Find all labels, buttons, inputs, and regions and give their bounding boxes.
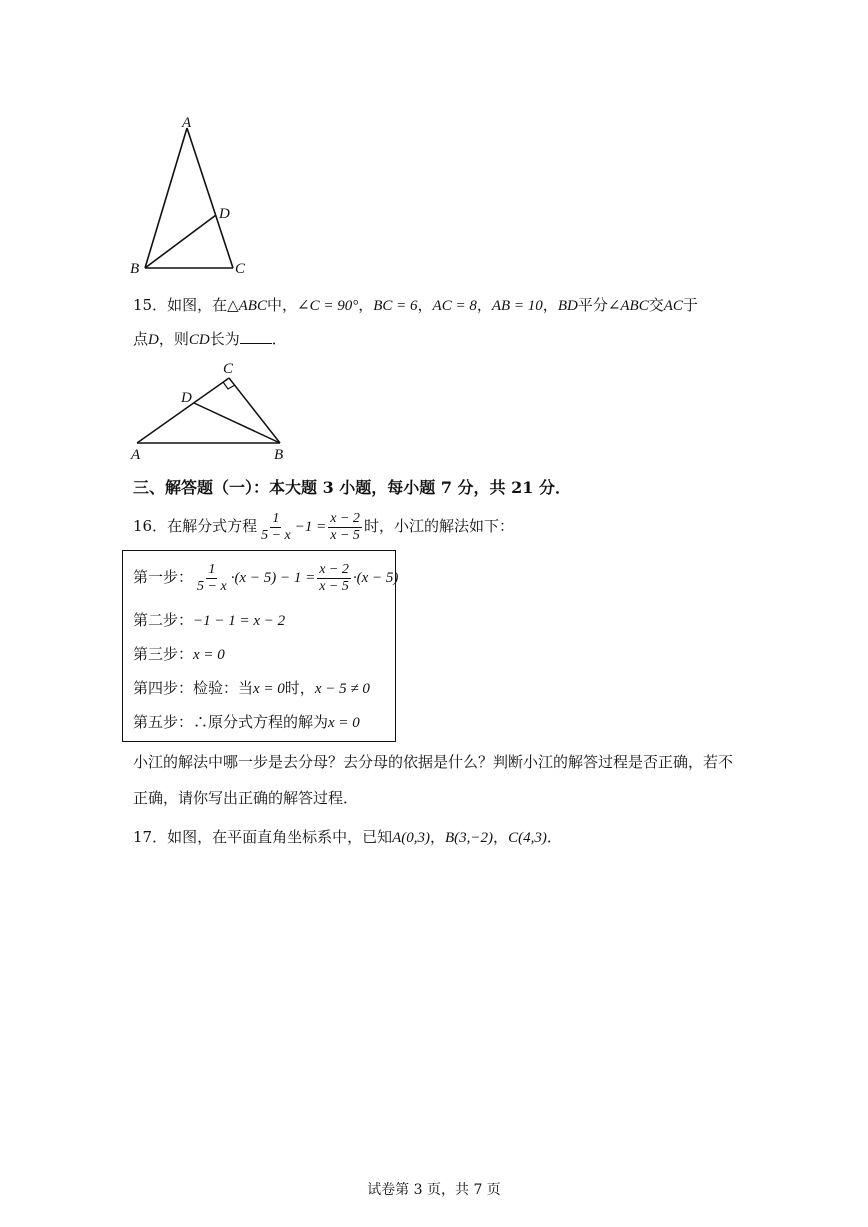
q15-line1: 15．如图，在△ABC中，∠C = 90°，BC = 6，AC = 8，AB = 10，BD平分∠ABC交AC于 (133, 296, 698, 314)
q17-line: 17．如图，在平面直角坐标系中，已知A(0,3)，B(3,−2)，C(4,3)． (133, 828, 562, 846)
step-3: 第三步：x = 0 (133, 645, 225, 663)
step-5: 第五步：∴原分式方程的解为x = 0 (133, 713, 360, 731)
section-3-title: 三、解答题（一）：本大题 3 小题，每小题 7 分，共 21 分． (133, 478, 571, 497)
fig2-label-b: B (274, 447, 284, 463)
fig2-label-a: A (131, 447, 141, 463)
fig2-label-c: C (223, 361, 234, 377)
step-1: 第一步： $\frac{1}{5 - x}$ ·(x − 5) − 1 = $\frac{x - 2}{x - 5}$ ·(x − 5) (133, 561, 399, 594)
fig1-label-a: A (182, 115, 192, 131)
q16-question-line2: 正确，请你写出正确的解答过程． (133, 789, 359, 807)
q16-frac-2: $\frac{x - 2}{x - 5}$ (330, 510, 360, 543)
figure-triangle-abd (120, 108, 270, 283)
fig1-label-b: B (130, 261, 140, 277)
q16-frac-1: $\frac{1}{5 - x}$ (261, 510, 291, 543)
figure-right-triangle (125, 358, 300, 463)
q16-question-line1: 小江的解法中哪一步是去分母？去分母的依据是什么？判断小江的解答过程是否正确，若不 (133, 753, 734, 771)
step-2: 第二步：−1 − 1 = x − 2 (133, 611, 286, 629)
q15-answer-blank (240, 329, 272, 344)
fig1-label-c: C (235, 261, 246, 277)
q16-intro: 16．在解分式方程 $\frac{1}{5 - x}$ −1 = $\frac{x - 2}{x - 5}$ 时，小江的解法如下： (133, 510, 514, 543)
step-4: 第四步：检验：当x = 0时，x − 5 ≠ 0 (133, 679, 370, 697)
fig2-label-d: D (181, 390, 192, 406)
solution-box (122, 550, 399, 742)
fig1-label-d: D (219, 206, 230, 222)
q15-line2: 点D，则CD长为 ． (133, 330, 287, 348)
page-footer: 试卷第 3 页，共 7 页 (367, 1182, 501, 1198)
